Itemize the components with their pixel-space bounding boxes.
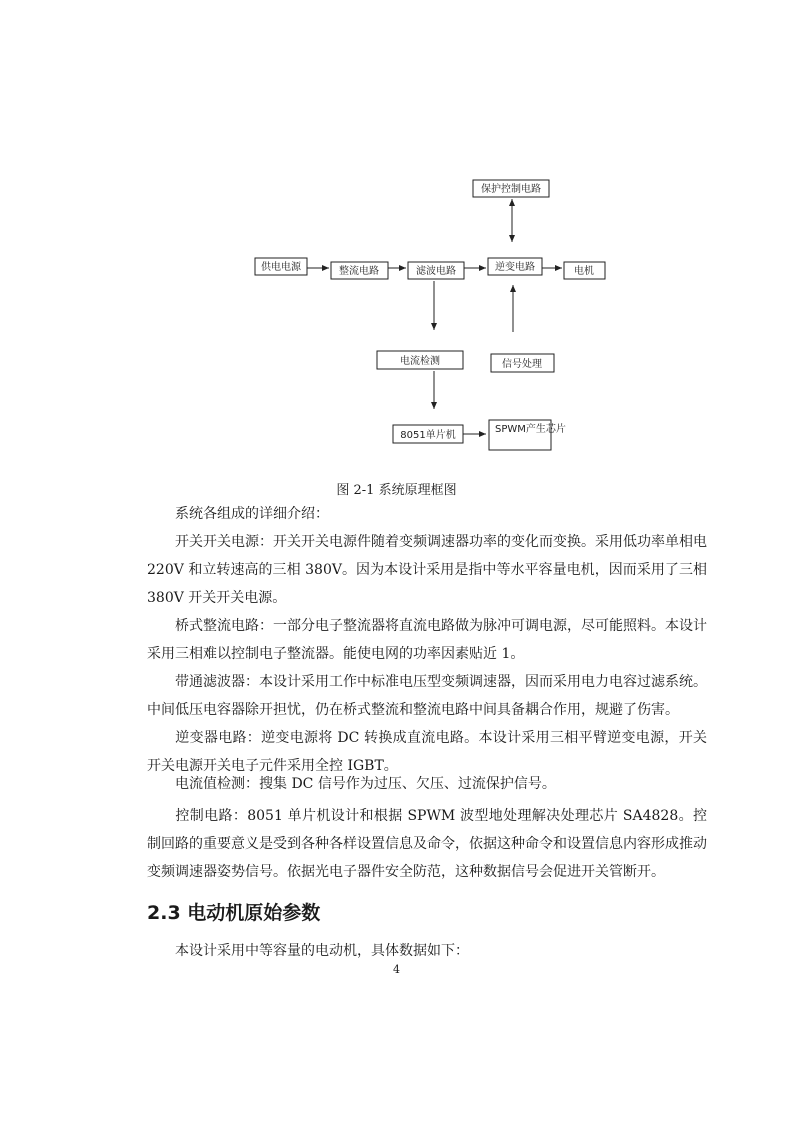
closing-paragraph-text: 本设计采用中等容量的电动机，具体数据如下： (175, 943, 469, 959)
box-signal (491, 354, 554, 372)
box-signal-label: 信号处理 (502, 359, 542, 370)
box-mcu-label: 8051单片机 (400, 430, 456, 441)
paragraph-rectifier-text: 桥式整流电路：一部分电子整流器将直流电路做为脉冲可调电源，尽可能照料。本设计采用三相难以控制电子整流器。能使电网的功率因素贴近 1。 (147, 618, 707, 662)
paragraph-current (147, 770, 707, 798)
box-rectifier-label: 整流电路 (339, 266, 379, 277)
paragraph-control-text: 控制电路：8051 单片机设计和根据 SPWM 波型地处理解决处理芯片 SA4828。控制回路的重要意义是受到各种各样设置信息及命令，依据这种命令和设置信息内容形成推动变频调速器姿势信号。依据光电子器件安全防范，这种数据信号会促进开关管断开。 (147, 808, 707, 880)
paragraph-inverter-text: 逆变器电路：逆变电源将 DC 转换成直流电路。本设计采用三相平臂逆变电源，开关开关电源开关电子元件采用全控 IGBT。 (147, 730, 707, 774)
figure-caption: 图 2-1 系统原理框图 (336, 483, 457, 498)
section-heading: 2.3 电动机原始参数 (147, 902, 321, 924)
paragraph-power-text: 开关开关电源：开关开关电源件随着变频调速器功率的变化而变换。采用低功率单相电220V 和立转速高的三相 380V。因为本设计采用是指中等水平容量电机，因而采用了三相 380V 开关开关电源。 (147, 534, 707, 606)
box-filter (408, 262, 464, 279)
box-current-detect (377, 351, 463, 369)
box-mcu (393, 425, 463, 443)
system-block-diagram (0, 0, 793, 470)
intro-text: 系统各组成的详细介绍： (175, 506, 329, 522)
box-power-supply (255, 258, 307, 275)
paragraph-control (147, 802, 707, 886)
box-rectifier (331, 262, 388, 279)
box-protection (473, 180, 549, 197)
box-current-detect-label: 电流检测 (400, 356, 440, 367)
closing-paragraph (147, 937, 707, 965)
intro-paragraph (147, 500, 707, 528)
box-motor-label: 电机 (574, 266, 594, 277)
box-spwm-label: SPWM产生芯片 (495, 424, 566, 435)
box-filter-label: 滤波电路 (416, 266, 456, 277)
paragraph-current-text: 电流值检测：搜集 DC 信号作为过压、欠压、过流保护信号。 (175, 776, 556, 792)
page-number: 4 (393, 963, 400, 976)
paragraph-power (147, 528, 707, 612)
box-spwm (489, 420, 566, 450)
paragraph-rectifier (147, 612, 707, 668)
box-inverter (488, 258, 542, 275)
box-protection-label: 保护控制电路 (481, 184, 541, 195)
box-power-supply-label: 供电电源 (261, 262, 301, 273)
paragraph-filter-text: 带通滤波器：本设计采用工作中标准电压型变频调速器，因而采用电力电容过滤系统。中间低压电容器除开担忧，仍在桥式整流和整流电路中间具备耦合作用，规避了伤害。 (147, 674, 707, 718)
paragraph-filter (147, 668, 707, 724)
box-inverter-label: 逆变电路 (495, 262, 535, 273)
box-motor (564, 262, 605, 279)
